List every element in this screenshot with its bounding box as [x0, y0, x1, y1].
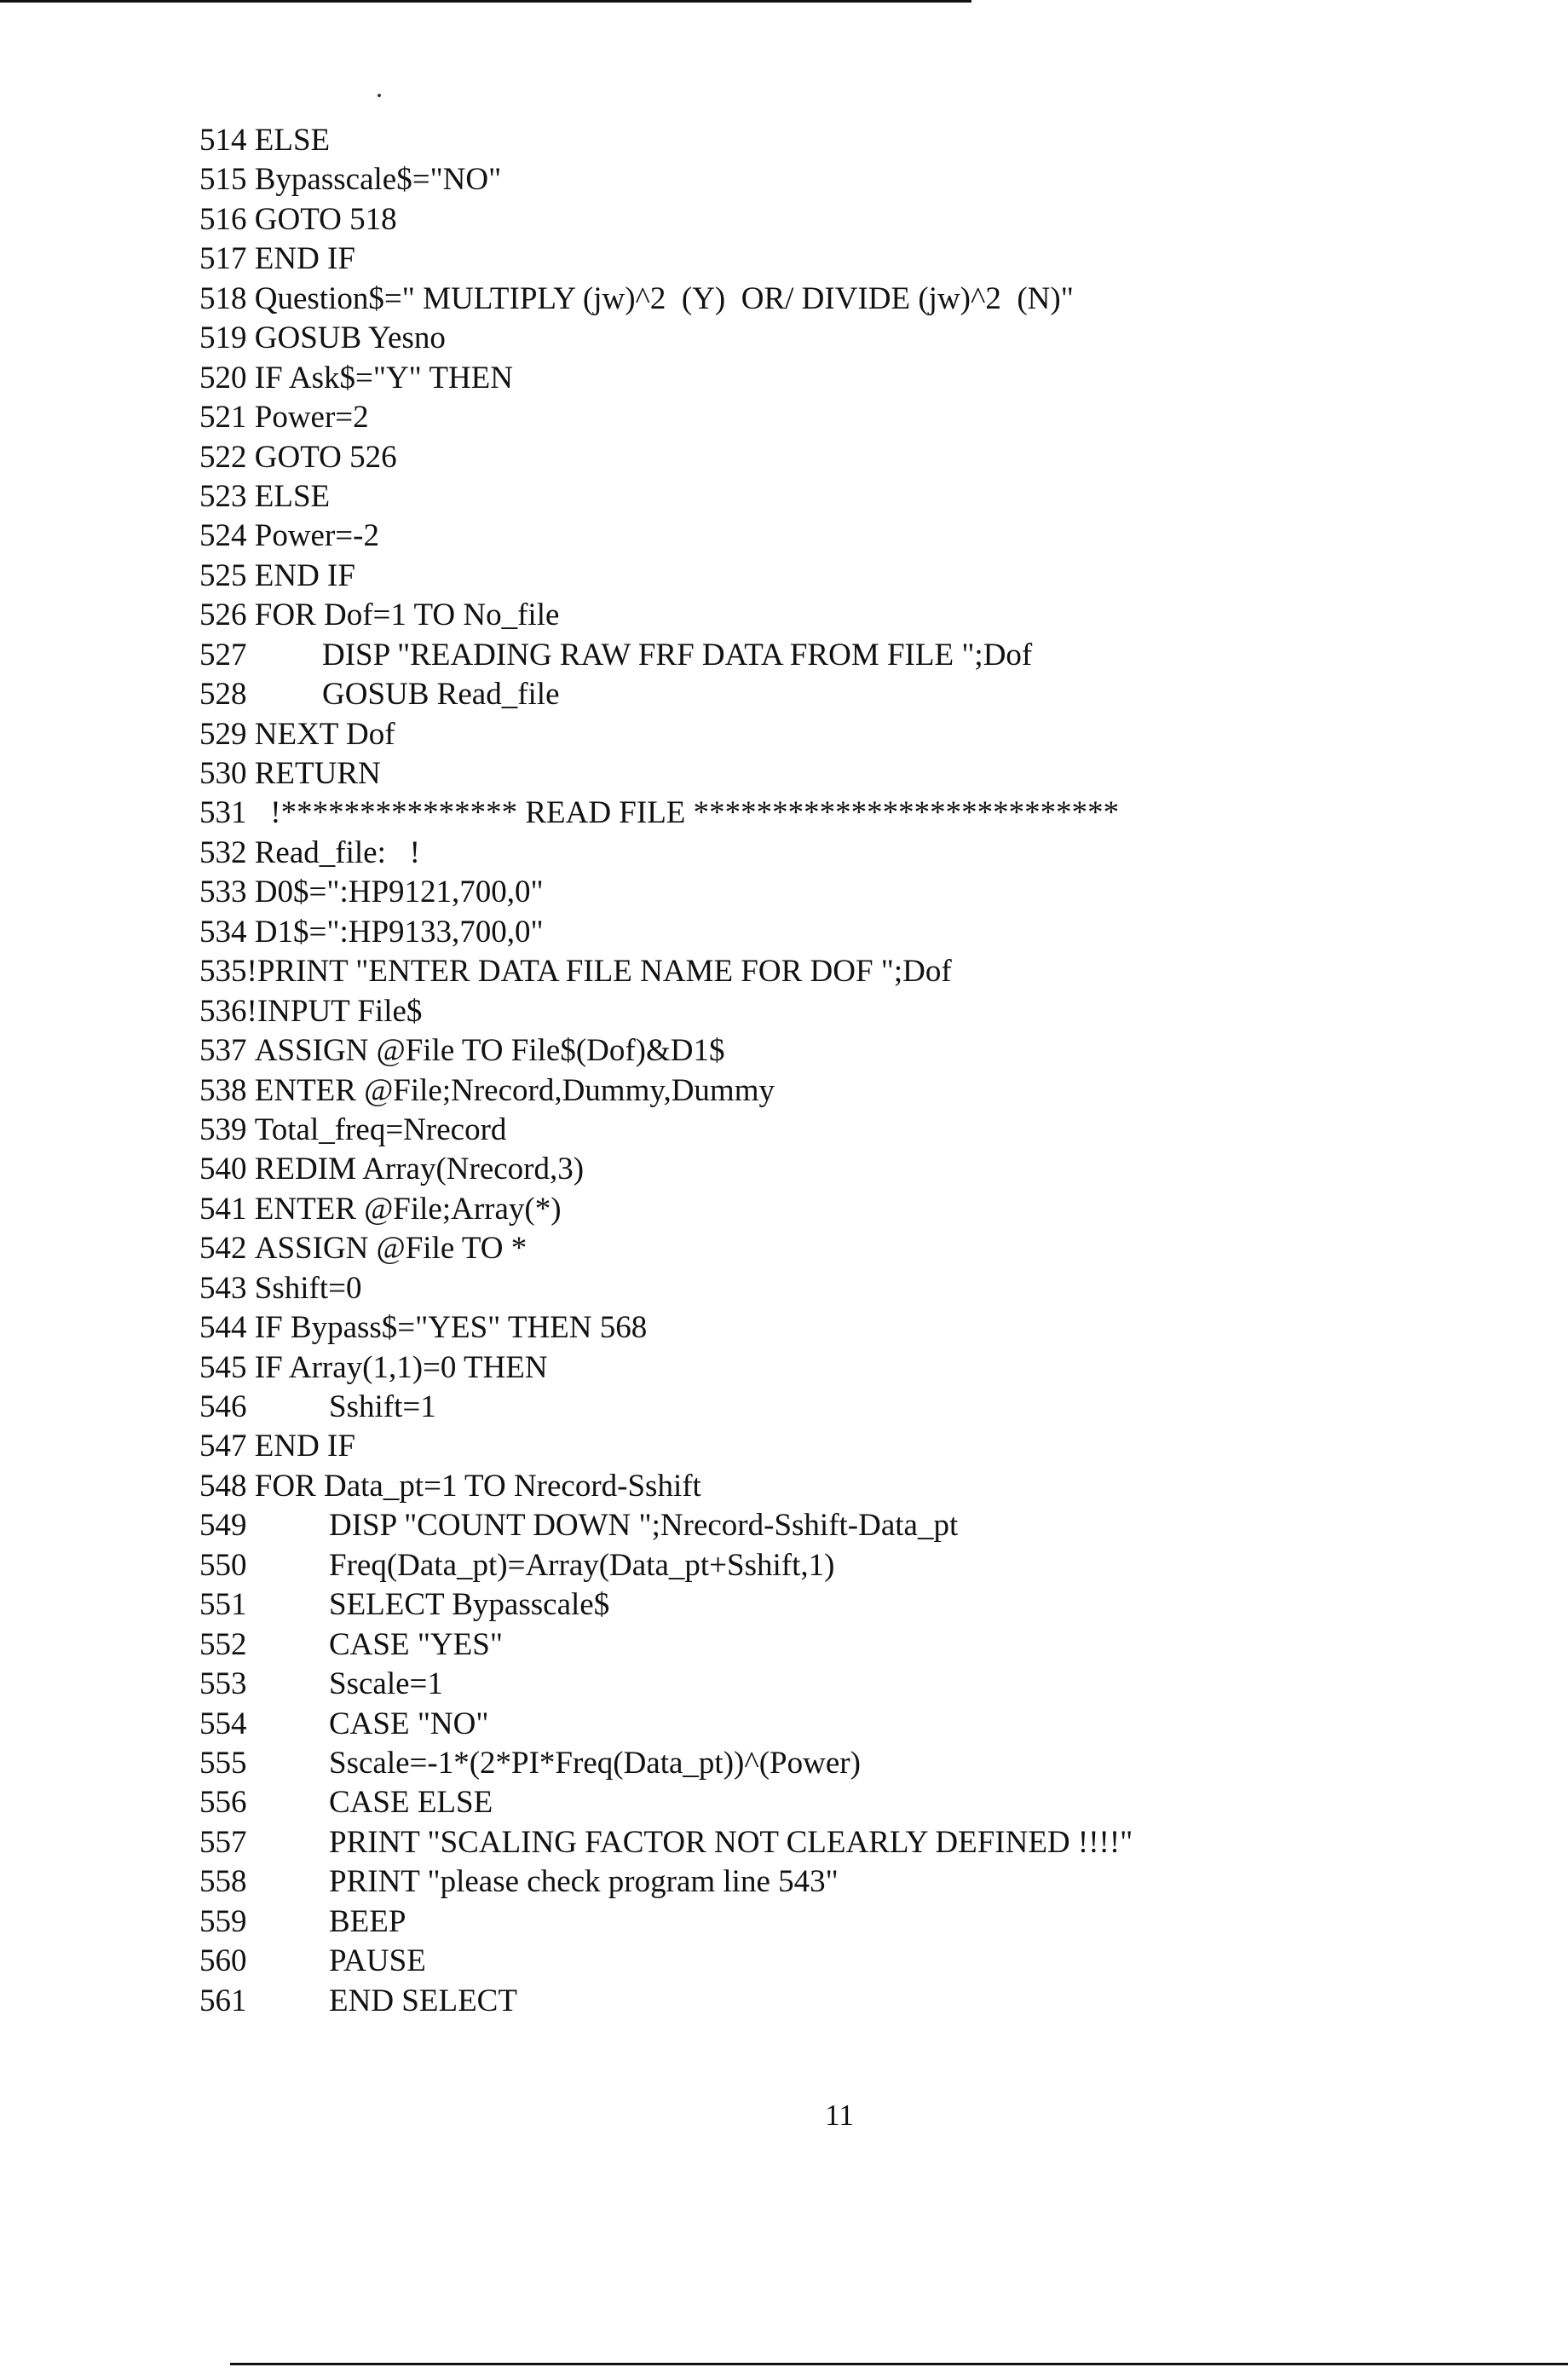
line-separator: [247, 518, 255, 553]
line-number: 530: [199, 756, 247, 791]
code-line: [199, 1506, 1119, 1545]
line-code: END IF: [254, 241, 355, 277]
code-line: [199, 754, 1119, 794]
line-code: REDIM Array(Nrecord,3): [254, 1152, 585, 1187]
line-number: 539: [199, 1111, 247, 1147]
code-line: [199, 952, 1119, 991]
line-number: 517: [199, 241, 247, 277]
code-line: [199, 675, 1119, 714]
line-separator: [247, 1112, 255, 1147]
line-number: 541: [199, 1191, 247, 1227]
line-number: 536: [199, 993, 247, 1029]
line-code: GOTO 518: [254, 201, 397, 237]
line-separator: [247, 598, 255, 632]
page-number: 11: [825, 2099, 854, 2132]
line-number: 532: [199, 834, 247, 870]
line-number: 545: [199, 1349, 247, 1385]
line-number: 559: [199, 1903, 247, 1939]
line-number: 520: [199, 360, 247, 396]
code-line: [199, 1150, 1119, 1189]
top-scan-rule: [0, 0, 971, 3]
line-code: Sscale=1: [329, 1666, 443, 1702]
code-line: [199, 121, 1119, 160]
code-line: [199, 1625, 1119, 1665]
line-number: 561: [199, 1983, 247, 2018]
line-code: Sshift=0: [254, 1270, 362, 1306]
line-code: Bypasscale$="NO": [254, 162, 502, 198]
line-code: GOSUB Read_file: [322, 677, 560, 713]
line-code: GOTO 526: [254, 439, 397, 475]
line-code: !*************** READ FILE ***************************: [254, 795, 1120, 831]
line-number: 516: [199, 201, 247, 237]
line-number: 528: [199, 677, 247, 713]
line-separator: [247, 1192, 255, 1227]
code-line: [199, 1942, 1119, 1981]
code-line: [199, 913, 1119, 952]
line-number: 560: [199, 1943, 247, 1979]
line-separator: [247, 1152, 255, 1186]
line-separator: [247, 795, 255, 830]
line-code: PAUSE: [329, 1943, 426, 1979]
code-line: [199, 1467, 1119, 1506]
line-code: ASSIGN @File TO *: [254, 1231, 527, 1267]
line-separator: [247, 1231, 255, 1266]
program-listing: [199, 121, 1133, 2021]
line-code: SELECT Bypasscale$: [329, 1587, 610, 1623]
line-number: 533: [199, 875, 247, 910]
line-code: Read_file: !: [254, 834, 420, 870]
line-separator: [247, 1350, 255, 1385]
line-separator: [247, 756, 255, 791]
line-number: 529: [199, 716, 247, 752]
line-code: BEEP: [329, 1903, 406, 1939]
line-separator: [247, 915, 255, 950]
code-line: [199, 1665, 1119, 1704]
code-line: [199, 1111, 1119, 1150]
line-code: Power=2: [254, 400, 369, 436]
line-code: !PRINT "ENTER DATA FILE NAME FOR DOF ";Dof: [246, 954, 952, 990]
line-code: ELSE: [254, 478, 331, 514]
line-number: 526: [199, 598, 247, 633]
line-code: END IF: [254, 557, 355, 593]
code-line: [199, 1585, 1119, 1625]
line-number: 544: [199, 1310, 247, 1346]
line-number: 525: [199, 557, 247, 593]
line-number: 537: [199, 1033, 247, 1069]
line-code: END IF: [254, 1429, 355, 1464]
line-separator: [247, 1073, 255, 1108]
line-number: 548: [199, 1468, 247, 1504]
line-code: NEXT Dof: [254, 716, 395, 752]
line-code: !INPUT File$: [246, 993, 423, 1029]
line-code: Sshift=1: [329, 1389, 436, 1424]
line-code: ENTER @File;Nrecord,Dummy,Dummy: [254, 1072, 775, 1108]
line-code: D1$=":HP9133,700,0": [254, 914, 544, 950]
code-line: [199, 398, 1119, 437]
line-separator: [247, 123, 255, 158]
line-code: DISP "READING RAW FRF DATA FROM FILE ";Dof: [322, 637, 1033, 673]
line-code: ASSIGN @File TO File$(Dof)&D1$: [254, 1033, 725, 1069]
code-line: [199, 1308, 1119, 1348]
code-line: [199, 517, 1119, 556]
line-code: ENTER @File;Array(*): [254, 1191, 562, 1227]
line-number: 527: [199, 637, 247, 673]
line-number: 515: [199, 162, 247, 198]
line-number: 521: [199, 400, 247, 436]
line-separator: [247, 162, 255, 197]
line-code: ELSE: [254, 123, 331, 158]
code-line: [199, 280, 1119, 319]
code-line: [199, 794, 1119, 833]
code-line: [199, 1744, 1119, 1783]
code-line: [199, 1427, 1119, 1466]
line-number: 554: [199, 1706, 247, 1741]
code-line: [199, 715, 1119, 754]
line-number: 556: [199, 1785, 247, 1821]
line-code: CASE ELSE: [329, 1785, 493, 1821]
code-line: [199, 200, 1119, 240]
line-separator: [247, 281, 255, 316]
code-line: [199, 160, 1119, 199]
line-code: FOR Dof=1 TO No_file: [254, 598, 560, 633]
code-line: [199, 1229, 1119, 1268]
line-code: Freq(Data_pt)=Array(Data_pt+Sshift,1): [329, 1547, 835, 1583]
line-number: 558: [199, 1864, 247, 1900]
line-number: 540: [199, 1152, 247, 1187]
line-separator: [247, 717, 255, 752]
line-code: IF Array(1,1)=0 THEN: [254, 1349, 548, 1385]
code-line: [199, 557, 1119, 596]
line-number: 523: [199, 478, 247, 514]
line-number: 514: [199, 123, 247, 158]
code-line: [199, 992, 1119, 1031]
bottom-scan-rule: [230, 2363, 1568, 2365]
code-line: [199, 359, 1119, 398]
line-code: IF Ask$="Y" THEN: [254, 360, 513, 396]
code-line: [199, 636, 1119, 675]
line-separator: [247, 361, 255, 396]
code-line: [199, 1783, 1119, 1822]
line-code: GOSUB Yesno: [254, 320, 446, 356]
line-number: 519: [199, 320, 247, 356]
code-line: [199, 1031, 1119, 1071]
line-code: CASE "YES": [329, 1626, 503, 1662]
line-number: 549: [199, 1508, 247, 1544]
code-line: [199, 873, 1119, 912]
line-code: IF Bypass$="YES" THEN 568: [254, 1310, 648, 1346]
line-code: RETURN: [254, 756, 381, 791]
line-number: 538: [199, 1072, 247, 1108]
line-number: 535: [199, 954, 247, 990]
line-code: Sscale=-1*(2*PI*Freq(Data_pt))^(Power): [329, 1745, 861, 1781]
line-number: 518: [199, 280, 247, 316]
line-number: 551: [199, 1587, 247, 1623]
scan-speck: [378, 94, 381, 97]
line-separator: [247, 1429, 255, 1464]
line-separator: [247, 320, 255, 355]
line-separator: [247, 835, 255, 870]
code-line: [199, 438, 1119, 477]
line-separator: [247, 875, 255, 909]
line-code: PRINT "SCALING FACTOR NOT CLEARLY DEFINED !!!!": [329, 1824, 1133, 1860]
line-number: 522: [199, 439, 247, 475]
line-separator: [247, 202, 255, 237]
line-number: 524: [199, 518, 247, 554]
line-number: 550: [199, 1547, 247, 1583]
line-separator: [247, 558, 255, 593]
line-code: D0$=":HP9121,700,0": [254, 875, 544, 910]
line-code: Total_freq=Nrecord: [254, 1111, 507, 1147]
code-line: [199, 1862, 1119, 1902]
code-line: [199, 1546, 1119, 1585]
code-line: [199, 1388, 1119, 1427]
line-separator: [247, 241, 255, 276]
line-separator: [247, 440, 255, 475]
line-separator: [247, 479, 255, 514]
line-code: END SELECT: [329, 1983, 517, 2018]
line-number: 543: [199, 1270, 247, 1306]
line-code: FOR Data_pt=1 TO Nrecord-Sshift: [254, 1468, 701, 1504]
line-separator: [247, 1310, 255, 1345]
code-line: [199, 1269, 1119, 1308]
code-line: [199, 1823, 1133, 1862]
line-code: DISP "COUNT DOWN ";Nrecord-Sshift-Data_pt: [329, 1508, 959, 1544]
line-number: 557: [199, 1824, 247, 1860]
line-code: CASE "NO": [329, 1706, 489, 1741]
line-separator: [247, 1469, 255, 1504]
line-number: 553: [199, 1666, 247, 1702]
code-line: [199, 1902, 1119, 1942]
line-number: 546: [199, 1389, 247, 1424]
line-number: 534: [199, 914, 247, 950]
line-code: Power=-2: [254, 518, 379, 554]
line-number: 555: [199, 1745, 247, 1781]
line-number: 547: [199, 1429, 247, 1464]
line-code: Question$=" MULTIPLY (jw)^2 (Y) OR/ DIVIDE (jw)^2 (N)": [254, 280, 1074, 316]
code-line: [199, 834, 1119, 873]
line-number: 542: [199, 1231, 247, 1267]
code-line: [199, 319, 1119, 358]
line-separator: [247, 1033, 255, 1068]
code-line: [199, 596, 1119, 635]
code-line: [199, 1190, 1119, 1229]
line-separator: [247, 1271, 255, 1306]
code-line: [199, 240, 1119, 279]
code-line: [199, 1705, 1119, 1744]
line-number: 531: [199, 795, 247, 831]
line-code: PRINT "please check program line 543": [329, 1864, 839, 1900]
code-line: [199, 1071, 1119, 1111]
code-line: [199, 477, 1119, 517]
code-line: [199, 1348, 1119, 1388]
line-separator: [247, 400, 255, 435]
code-line: [199, 1982, 1119, 2021]
line-number: 552: [199, 1626, 247, 1662]
